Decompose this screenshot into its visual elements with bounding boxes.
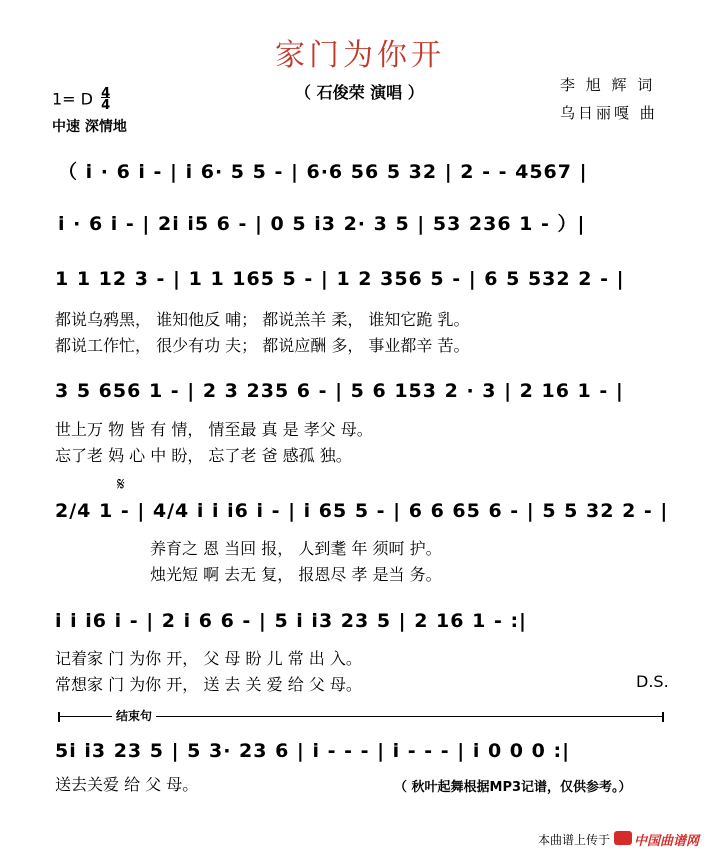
tempo-marking: 中速 深情地 <box>52 119 127 135</box>
composer-credit: 乌日丽嘎 曲 <box>560 104 658 122</box>
transcription-note: （ 秋叶起舞根据MP3记谱，仅供参考。） <box>394 780 632 795</box>
time-sig-bottom: 4 <box>101 98 111 113</box>
score-row-7: 5i i3 23 5 | 5 3· 23 6 | i - - - | i - - - | i 0 0 0 :| <box>55 740 571 762</box>
score-row-2: i · 6 i - | 2i i5 6 - | 0 5 i3 2· 3 5 | 53 236 1 - ）| <box>58 213 586 235</box>
score-row-4: 3 5 656 1 - | 2 3 235 6 - | 5 6 153 2 · 3 | 2 16 1 - | <box>55 380 624 402</box>
key-signature <box>52 88 110 112</box>
score-row-6: i i i6 i - | 2 i 6 6 - | 5 i i3 23 5 | 2 16 1 - :| <box>55 610 527 632</box>
ending-bracket-right <box>662 712 664 722</box>
time-signature <box>101 88 110 112</box>
page-title: 家门为你开 <box>275 38 445 73</box>
lyric-row-6-verse-2: 常想家 门 为你 开， 送 去 关 爱 给 父 母。 <box>55 675 362 694</box>
lyricist-credit: 李 旭 辉 词 <box>560 76 656 94</box>
ending-label: 结束句 <box>112 707 156 724</box>
singer-credit: （ 石俊荣 演唱 ） <box>295 83 424 102</box>
segno-sign: 𝄋 <box>117 474 125 495</box>
score-row-1: （ i · 6 i - | i 6· 5 5 - | 6·6 56 5 32 | 2 - - 4567 | <box>58 161 588 183</box>
time-sig-top: 4 <box>101 86 111 101</box>
site-logo-icon <box>614 831 632 845</box>
score-row-5: 2/4 1 - | 4/4 i i i6 i - | i 65 5 - | 6 6 65 6 - | 5 5 32 2 - | <box>55 500 669 522</box>
ending-bracket-left <box>58 712 60 722</box>
lyric-row-5-verse-1: 养育之 恩 当回 报， 人到耄 年 须呵 护。 <box>150 539 442 558</box>
upload-text: 本曲谱上传于 <box>538 833 611 847</box>
lyric-row-3-verse-2: 都说工作忙， 很少有功 夫； 都说应酬 多， 事业都辛 苦。 <box>55 336 470 355</box>
lyric-row-4-verse-1: 世上万 物 皆 有 情， 情至最 真 是 孝父 母。 <box>55 420 373 439</box>
lyric-row-5-verse-2: 烛光短 啊 去无 复， 报恩尽 孝 是当 务。 <box>150 565 442 584</box>
lyric-row-7-verse-1: 送去关爱 给 父 母。 <box>55 775 199 794</box>
site-logo-text[interactable]: 中国曲谱网 <box>634 834 700 849</box>
lyric-row-6-verse-1: 记着家 门 为你 开， 父 母 盼 儿 常 出 入。 <box>55 649 362 668</box>
score-row-3: 1 1 12 3 - | 1 1 165 5 - | 1 2 356 5 - | 6 5 532 2 - | <box>55 268 625 290</box>
lyric-row-3-verse-1: 都说乌鸦黑， 谁知他反 哺； 都说羔羊 柔， 谁知它跪 乳。 <box>55 310 470 329</box>
ds-marking: D.S. <box>636 672 669 691</box>
key-label: 1= D <box>52 89 93 109</box>
lyric-row-4-verse-2: 忘了老 妈 心 中 盼， 忘了老 爸 感孤 独。 <box>55 446 352 465</box>
